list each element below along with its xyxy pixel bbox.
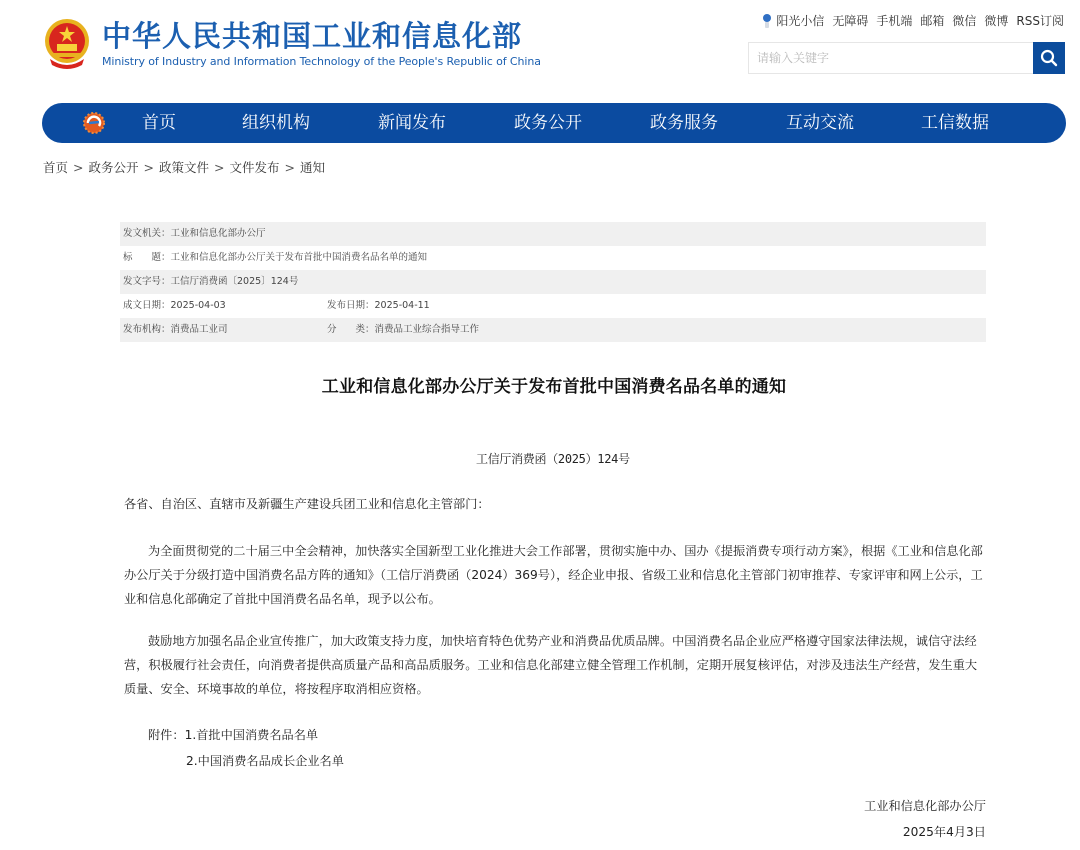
meta-row-title	[120, 246, 986, 270]
nav-item-home[interactable]: 首页	[142, 113, 176, 133]
breadcrumb-notice[interactable]: 通知	[300, 160, 326, 175]
search-input[interactable]	[749, 43, 1029, 73]
nav-item-data[interactable]: 工信数据	[921, 113, 989, 133]
document-signature	[864, 793, 986, 845]
document-metadata	[120, 222, 986, 342]
attachments	[148, 722, 344, 774]
meta-label: 标 题：	[123, 252, 171, 263]
nav-item-interaction[interactable]: 互动交流	[786, 113, 854, 133]
top-link-weibo[interactable]: 微博	[984, 14, 1009, 28]
nav-item-gov-affairs[interactable]: 政务公开	[514, 113, 582, 133]
signature-date: 2025年4月3日	[902, 825, 986, 839]
document-paragraph: 为全面贯彻党的二十届三中全会精神，加快落实全国新型工业化推进大会工作部署，贯彻实施中办、国办《提振消费专项行动方案》，根据《工业和信息化部办公厅关于分级打造中国消费名品方阵的通知》（工信厅消费函（2024）369号），经企业申报、省级工业和信息化主管部门初审推荐、专家评审和网上公示，工业和信息化部确定了首批中国消费名品名单，现予以公布。	[124, 544, 983, 606]
meta-label: 发布机构：	[123, 324, 171, 335]
attachments-label: 附件：	[148, 728, 185, 742]
sunshine-icon	[762, 13, 772, 29]
meta-value: 2025-04-03	[170, 300, 226, 311]
meta-value: 工业和信息化部办公厅关于发布首批中国消费名品名单的通知	[170, 252, 428, 263]
site-logo[interactable]	[42, 14, 541, 74]
top-link-sunshine[interactable]: 阳光小信	[776, 14, 825, 28]
meta-row-doc-no	[120, 270, 986, 294]
breadcrumb-gov-affairs[interactable]: 政务公开	[88, 160, 139, 175]
meta-label: 发布日期：	[327, 300, 375, 311]
breadcrumb-home[interactable]: 首页	[43, 160, 69, 175]
meta-value: 消费品工业司	[170, 324, 228, 335]
top-link-accessibility[interactable]: 无障碍	[832, 14, 869, 28]
top-link-mobile[interactable]: 手机端	[876, 14, 913, 28]
breadcrumb-separator: >	[143, 160, 154, 175]
meta-label: 分 类：	[327, 324, 375, 335]
search-box	[748, 42, 1065, 74]
document-salutation: 各省、自治区、直辖市及新疆生产建设兵团工业和信息化主管部门：	[124, 497, 490, 511]
site-title-cn: 中华人民共和国工业和信息化部	[102, 19, 523, 53]
signature-issuer: 工业和信息化部办公厅	[864, 799, 986, 813]
breadcrumb	[43, 158, 325, 176]
nav-item-news[interactable]: 新闻发布	[378, 113, 446, 133]
breadcrumb-policy-docs[interactable]: 政策文件	[159, 160, 210, 175]
nav-item-gov-services[interactable]: 政务服务	[650, 113, 718, 133]
main-nav	[42, 103, 1066, 143]
breadcrumb-separator: >	[284, 160, 295, 175]
attachment-link[interactable]: 2.中国消费名品成长企业名单	[186, 754, 344, 768]
national-emblem-icon	[42, 17, 92, 71]
search-icon	[1040, 49, 1058, 67]
nav-item-organization[interactable]: 组织机构	[242, 113, 310, 133]
document-title: 工业和信息化部办公厅关于发布首批中国消费名品名单的通知	[321, 377, 787, 397]
meta-value: 2025-04-11	[374, 300, 430, 311]
meta-label: 发文机关：	[123, 228, 171, 239]
document-paragraph: 鼓励地方加强名品企业宣传推广，加大政策支持力度，加快培育特色优势产业和消费品优质品牌。中国消费名品企业应严格遵守国家法律法规，诚信守法经营，积极履行社会责任，向消费者提供高质量产品和高品质服务。工业和信息化部建立健全管理工作机制，定期开展复核评估，对涉及违法生产经营，发生重大质量、安全、环境事故的单位，将按程序取消相应资格。	[124, 634, 978, 696]
meta-label: 成文日期：	[123, 300, 171, 311]
meta-value: 工信厅消费函〔2025〕124号	[170, 276, 299, 287]
attachment-link[interactable]: 1.首批中国消费名品名单	[184, 728, 319, 742]
document-number: 工信厅消费函（2025）124号	[476, 452, 630, 466]
site-header	[0, 0, 1080, 100]
meta-value: 工业和信息化部办公厅	[170, 228, 266, 239]
meta-row-publisher	[120, 318, 986, 342]
breadcrumb-separator: >	[214, 160, 225, 175]
meta-value: 消费品工业综合指导工作	[374, 324, 480, 335]
breadcrumb-doc-release[interactable]: 文件发布	[229, 160, 280, 175]
breadcrumb-separator: >	[73, 160, 84, 175]
top-link-email[interactable]: 邮箱	[920, 14, 945, 28]
meta-label: 发文字号：	[123, 276, 171, 287]
search-button[interactable]	[1033, 42, 1065, 74]
top-link-wechat[interactable]: 微信	[952, 14, 977, 28]
meta-row-issuer	[120, 222, 986, 246]
meta-row-dates	[120, 294, 986, 318]
site-title-en: Ministry of Industry and Information Technology of the People's Republic of China	[102, 55, 541, 68]
top-links	[762, 12, 1064, 29]
top-link-rss[interactable]: RSS订阅	[1016, 14, 1064, 28]
